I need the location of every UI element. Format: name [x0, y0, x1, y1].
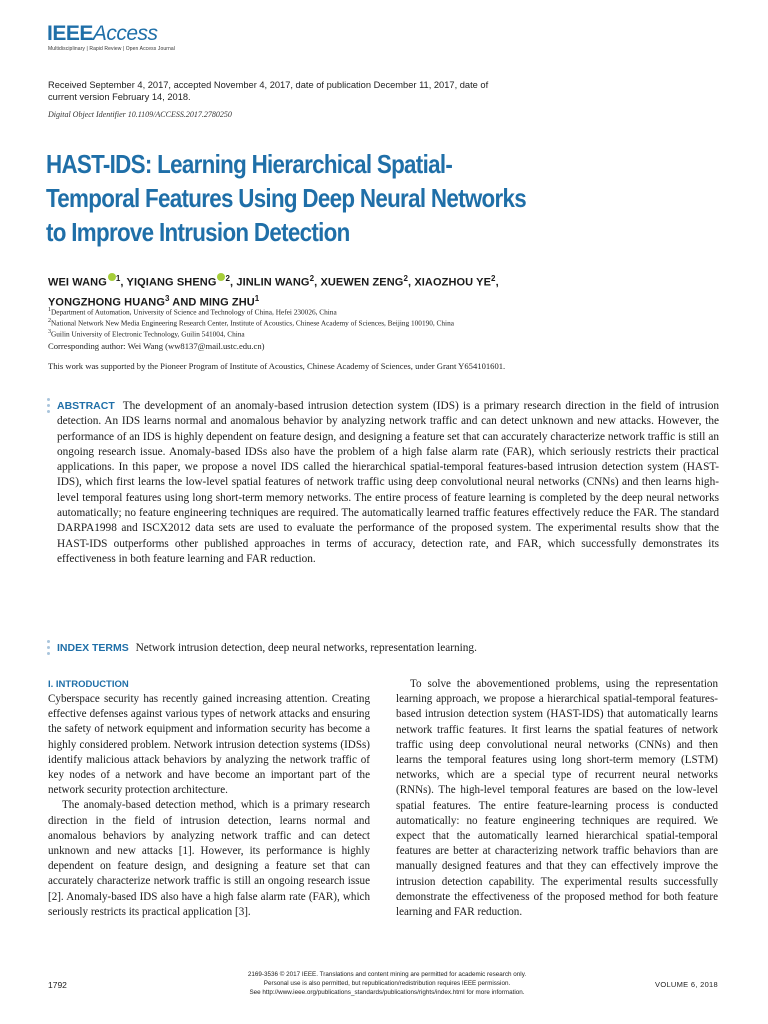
copyright-line: 2169-3536 © 2017 IEEE. Translations and content mining are permitted for academic research only. — [247, 971, 527, 978]
paper-title: HAST-IDS: Learning Hierarchical Spatial-Temporal Features Using Deep Neural Networks to Improve Intrusion Detection — [46, 149, 527, 247]
author-name: YONGZHONG HUANG — [48, 296, 165, 309]
index-dots-icon — [47, 640, 51, 658]
index-terms — [57, 641, 719, 656]
author-affiliation-number: 2 — [225, 274, 231, 283]
copyright-notice — [192, 970, 582, 997]
journal-tagline: Multidisciplinary | Rapid Review | Open Access Journal — [48, 46, 175, 52]
abstract-dots-icon — [47, 398, 51, 416]
abstract-heading: ABSTRACT — [57, 400, 115, 412]
copyright-line: See http://www.ieee.org/publications_standards/publications/rights/index.html for more information. — [249, 989, 525, 996]
logo-ieee-text: IEEE — [47, 22, 93, 45]
received-dates: Received September 4, 2017, accepted November 4, 2017, date of publication December 11, 2017, date of current version February 14, 2018. — [48, 80, 489, 102]
logo-access-text: Access — [92, 22, 158, 45]
affiliation-line: $^2$National Network New Media Engineering Research Center, Institute of Acoustics, Chinese Academy of Sciences, Beijing 100190, China — [48, 317, 454, 328]
author-affiliation-number: 3 — [165, 293, 170, 303]
author-affiliation-number: 2 — [403, 274, 409, 283]
index-terms-heading: INDEX TERMS — [57, 642, 129, 654]
author-name: YIQIANG SHENG — [126, 276, 217, 289]
index-terms-text: Network intrusion detection, deep neural networks, representation learning. — [135, 642, 477, 654]
affiliations — [48, 306, 648, 339]
section-heading-introduction: I. INTRODUCTION — [48, 679, 129, 690]
page-number: 1792 — [48, 980, 67, 990]
affiliation-line: $^1$Department of Automation, University of Science and Technology of China, Hefei 230026, China — [48, 307, 337, 317]
journal-logo — [47, 22, 158, 46]
right-column — [396, 677, 718, 920]
author-name: XUEWEN ZENG — [320, 276, 404, 289]
affiliation-line: $^3$Guilin University of Electronic Technology, Guilin 541004, China — [48, 328, 245, 339]
author-name: MING ZHU — [199, 296, 255, 309]
author-affiliation-number: 1 — [254, 293, 260, 303]
author-affiliation-number: 2 — [309, 274, 315, 283]
author-name: XIAOZHOU YE — [414, 276, 492, 289]
author-affiliation-number: 1 — [115, 274, 121, 283]
corresponding-author: Corresponding author: Wei Wang (ww8137@mail.ustc.edu.cn) — [48, 341, 265, 351]
copyright-line: Personal use is also permitted, but republication/redistribution requires IEEE permission. — [263, 980, 511, 987]
author-affiliation-number: 2 — [491, 274, 496, 283]
author-name: JINLIN WANG — [236, 276, 310, 289]
author-conjunction: AND — [169, 296, 200, 309]
abstract-text: The development of an anomaly-based intrusion detection system (IDS) is a primary research direction in the field of intrusion detection. An IDS learns normal and anomalous behavior by analyzing network traffic and can detect unknown and new attacks. However, the performance of an IDS is highly dependent on feature design, and designing a feature set that can accurately characterize network traffic is still an ongoing research issue. Anomaly-based IDSs also have the problem of a high false alarm rate (FAR), which seriously restricts their practical applications. In this paper, we propose a novel IDS called the hierarchical spatial-temporal features-based intrusion detection system (HAST-IDS), which first learns the low-level spatial features of network traffic using deep convolutional neural networks (CNNs) and then learns high-level temporal features using long short-term memory networks. The entire process of feature learning is completed by the deep neural networks automatically; no feature engineering techniques are required. The automatically learned traffic features effectively reduce the FAR. The standard DARPA1998 and ISCX2012 data sets are used to evaluate the performance of the proposed system. The experimental results show that the HAST-IDS outperforms other published approaches in terms of accuracy, detection rate, and FAR, which successfully demonstrates its effectiveness in both feature learning and FAR reduction. — [57, 400, 720, 565]
left-column — [48, 677, 370, 920]
intro-paragraph-1: Cyberspace security has recently gained increasing attention. Creating effective defenses against various types of network attacks and ensuring the safety of network equipment and information security has become a highly considered problem. Network intrusion detection systems (IDSs) identify malicious attack behaviors by analyzing the network traffic of key nodes of a network and have become an important part of the network security protection architecture. — [48, 693, 370, 797]
intro-paragraph-2: The anomaly-based detection method, which is a primary research direction in the field of intrusion detection, learns normal and anomalous behaviors by analyzing network traffic and can detect unknown and new attacks [1]. However, its performance is highly dependent on feature design, and designing a feature set that can accurately characterize network traffic is still an ongoing research issue [2]. Anomaly-based IDS also have a high false alarm rate (FAR), which seriously restricts its practical application [3]. — [48, 799, 370, 918]
orcid-icon[interactable] — [108, 273, 116, 281]
funding-note: This work was supported by the Pioneer Program of Institute of Acoustics, Chinese Academy of Sciences, under Grant Y654101601. — [48, 361, 506, 371]
volume-info: VOLUME 6, 2018 — [655, 980, 718, 989]
author-name: WEI WANG — [48, 276, 107, 289]
intro-paragraph-3: To solve the abovementioned problems, using the representation learning approach, we propose a hierarchical spatial-temporal features-based intrusion detection system (HAST-IDS) that automatically learns network traffic features. It first learns the spatial features of network traffic using deep convolutional neural networks (CNNs) and then learns the temporal features using long short-term memory (LSTM) networks, which are a special type of recurrent neural networks (RNNs). The high-level temporal features are based on the low-level spatial features. The entire feature-learning process is conducted automatically: no feature engineering techniques are required. We expect that the automatically learned hierarchical spatial-temporal features are better at characterizing network traffic behaviors than are manually designed features and that they can effectively improve the intrusion detection capability. The experimental results successfully demonstrate the effectiveness of the proposed method for both feature learning and FAR reduction. — [396, 678, 718, 919]
author-list: WEI WANG $^1$, YIQIANG SHENG $^2$, JINLIN WANG$^2$, XUEWEN ZENG$^2$, XIAOZHOU YE$^2$, YONGZHONG HUANG$^3$ AND MING ZHU$^1$ — [48, 274, 499, 309]
abstract — [57, 399, 719, 567]
doi: Digital Object Identifier 10.1109/ACCESS.2017.2780250 — [48, 110, 232, 119]
